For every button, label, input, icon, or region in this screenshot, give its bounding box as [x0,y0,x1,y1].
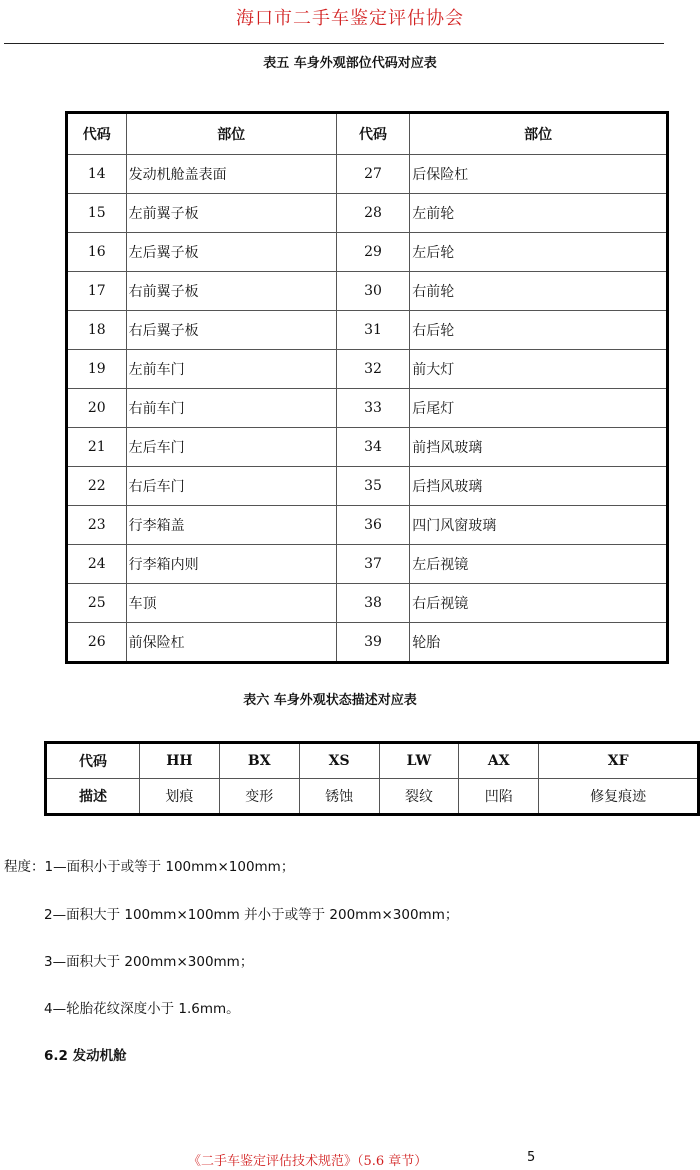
part-cell: 行李箱盖 [126,506,336,545]
row-label-description: 描述 [46,779,140,815]
code-cell: 28 [336,194,409,233]
part-cell: 后挡风玻璃 [410,467,668,506]
code-cell: 34 [336,428,409,467]
condition-description-cell: 划痕 [140,779,220,815]
part-cell: 左后翼子板 [126,233,336,272]
part-cell: 左后轮 [410,233,668,272]
code-cell: 25 [67,584,127,623]
code-cell: 33 [336,389,409,428]
table-row [67,389,668,428]
condition-code-cell: XF [539,743,699,779]
condition-code-cell: HH [140,743,220,779]
table-row [67,623,668,663]
part-cell: 左前翼子板 [126,194,336,233]
condition-description-cell: 修复痕迹 [539,779,699,815]
column-header-part: 部位 [410,113,668,155]
part-cell: 右后视镜 [410,584,668,623]
code-cell: 24 [67,545,127,584]
code-cell: 17 [67,272,127,311]
table-header-row [67,113,668,155]
condition-code-cell: LW [379,743,459,779]
condition-code-cell: XS [299,743,379,779]
condition-code-cell: BX [219,743,299,779]
degree-line-2: 2—面积大于 100mm×100mm 并小于或等于 200mm×300mm； [44,907,459,923]
degree-line-3: 3—面积大于 200mm×300mm； [44,954,254,970]
code-cell: 27 [336,155,409,194]
code-cell: 19 [67,350,127,389]
part-cell: 左后视镜 [410,545,668,584]
table-row [67,545,668,584]
body-part-code-table [65,111,669,664]
part-cell: 左前轮 [410,194,668,233]
part-cell: 前挡风玻璃 [410,428,668,467]
degree-line-4: 4—轮胎花纹深度小于 1.6mm。 [44,1001,240,1017]
table-row [67,155,668,194]
table-row [67,428,668,467]
column-header-code: 代码 [336,113,409,155]
code-cell: 26 [67,623,127,663]
code-cell: 39 [336,623,409,663]
table-row [67,350,668,389]
table5-caption: 表五 车身外观部位代码对应表 [263,56,437,71]
condition-code-cell: AX [459,743,539,779]
condition-description-cell: 裂纹 [379,779,459,815]
header-divider [4,43,664,44]
part-cell: 四门风窗玻璃 [410,506,668,545]
condition-description-cell: 锈蚀 [299,779,379,815]
degree-line-1: 程度：1—面积小于或等于 100mm×100mm； [4,859,295,875]
part-cell: 行李箱内则 [126,545,336,584]
header-title: 海口市二手车鉴定评估协会 [236,8,464,29]
part-cell: 右后车门 [126,467,336,506]
code-cell: 21 [67,428,127,467]
code-cell: 31 [336,311,409,350]
part-cell: 后尾灯 [410,389,668,428]
code-cell: 16 [67,233,127,272]
code-cell: 36 [336,506,409,545]
table-row [67,233,668,272]
row-label-code: 代码 [46,743,140,779]
condition-description-cell: 凹陷 [459,779,539,815]
code-cell: 32 [336,350,409,389]
condition-code-table [44,741,700,816]
code-cell: 22 [67,467,127,506]
part-cell: 轮胎 [410,623,668,663]
part-cell: 前保险杠 [126,623,336,663]
code-cell: 18 [67,311,127,350]
code-cell: 15 [67,194,127,233]
code-row [46,743,699,779]
code-cell: 38 [336,584,409,623]
column-header-part: 部位 [126,113,336,155]
code-cell: 35 [336,467,409,506]
code-cell: 14 [67,155,127,194]
part-cell: 发动机舱盖表面 [126,155,336,194]
part-cell: 左后车门 [126,428,336,467]
part-cell: 右前翼子板 [126,272,336,311]
column-header-code: 代码 [67,113,127,155]
table-row [67,311,668,350]
code-cell: 20 [67,389,127,428]
part-cell: 右前轮 [410,272,668,311]
table-row [67,584,668,623]
table-row [67,506,668,545]
code-cell: 29 [336,233,409,272]
code-cell: 23 [67,506,127,545]
table-row [67,194,668,233]
part-cell: 右后轮 [410,311,668,350]
part-cell: 右后翼子板 [126,311,336,350]
table6-caption: 表六 车身外观状态描述对应表 [243,693,417,708]
footer-reference: 《二手车鉴定评估技术规范》（5.6 章节） [188,1154,428,1169]
condition-description-cell: 变形 [219,779,299,815]
part-cell: 右前车门 [126,389,336,428]
part-cell: 车顶 [126,584,336,623]
section-heading: 6.2 发动机舱 [44,1048,127,1064]
part-cell: 前大灯 [410,350,668,389]
part-cell: 左前车门 [126,350,336,389]
table-row [67,467,668,506]
page-number: 5 [527,1150,536,1165]
code-cell: 37 [336,545,409,584]
code-cell: 30 [336,272,409,311]
table-row [67,272,668,311]
description-row [46,779,699,815]
part-cell: 后保险杠 [410,155,668,194]
